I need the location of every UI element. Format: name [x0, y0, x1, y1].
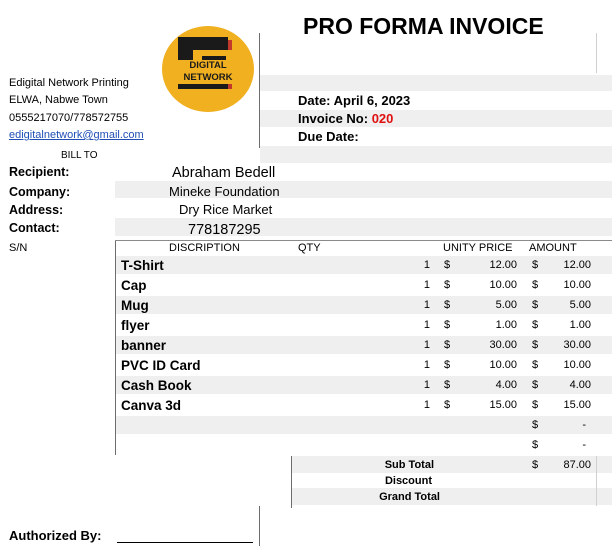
company-value: Mineke Foundation: [169, 184, 280, 199]
item-price-currency: $: [444, 259, 451, 271]
empty-amount-currency: $: [532, 419, 539, 431]
item-amount-currency: $: [532, 319, 539, 331]
item-amount: 10.00: [563, 359, 591, 371]
date-label: Date:: [298, 93, 331, 108]
item-description: Canva 3d: [121, 398, 182, 413]
item-qty: 1: [423, 319, 430, 331]
company-logo: [162, 26, 254, 112]
item-amount-currency: $: [532, 399, 539, 411]
item-amount: 12.00: [563, 259, 591, 271]
item-description: T-Shirt: [121, 258, 164, 273]
contact-value: 778187295: [188, 222, 261, 238]
item-price-currency: $: [444, 379, 451, 391]
empty-amount: -: [582, 439, 586, 451]
due-date-label: Due Date:: [298, 129, 359, 144]
bill-to-heading: BILL TO: [61, 150, 98, 161]
item-description: Cap: [121, 278, 147, 293]
item-price: 15.00: [489, 399, 517, 411]
item-price: 30.00: [489, 339, 517, 351]
item-qty: 1: [423, 339, 430, 351]
item-price-currency: $: [444, 299, 451, 311]
item-qty: 1: [423, 359, 430, 371]
invoice-number-label: Invoice No:: [298, 111, 369, 126]
subtotal-label: Sub Total: [384, 459, 434, 471]
discount-label: Discount: [384, 475, 432, 487]
company-address: ELWA, Nabwe Town: [9, 94, 108, 106]
invoice-title: PRO FORMA INVOICE: [303, 13, 544, 39]
item-amount-currency: $: [532, 359, 539, 371]
item-description: Mug: [121, 298, 149, 313]
recipient-label: Recipient:: [9, 165, 70, 179]
date-value: April 6, 2023: [333, 93, 411, 108]
item-amount: 1.00: [569, 319, 591, 331]
recipient-value: Abraham Bedell: [172, 165, 276, 181]
grand-total-label: Grand Total: [379, 491, 440, 503]
item-price: 1.00: [495, 319, 517, 331]
item-amount: 15.00: [563, 399, 591, 411]
item-description: Cash Book: [121, 378, 192, 393]
item-qty: 1: [423, 299, 430, 311]
item-qty: 1: [423, 379, 430, 391]
invoice-number-value: 020: [371, 111, 394, 126]
item-price: 5.00: [495, 299, 517, 311]
address-value: Dry Rice Market: [179, 202, 273, 217]
company-phone: 0555217070/778572755: [9, 112, 129, 124]
item-qty: 1: [423, 279, 430, 291]
empty-amount: -: [582, 419, 586, 431]
item-amount: 10.00: [563, 279, 591, 291]
qty-header: QTY: [298, 242, 321, 254]
item-description: flyer: [121, 318, 150, 333]
item-amount: 4.00: [569, 379, 591, 391]
item-price-currency: $: [444, 279, 451, 291]
invoice-number-field: [298, 111, 393, 126]
item-qty: 1: [423, 399, 430, 411]
subtotal-value: 87.00: [563, 459, 591, 471]
item-amount-currency: $: [532, 279, 539, 291]
subtotal-currency: $: [532, 459, 539, 471]
item-price-currency: $: [444, 399, 451, 411]
item-amount-currency: $: [532, 379, 539, 391]
contact-label: Contact:: [9, 221, 60, 235]
description-header: DISCRIPTION: [169, 242, 240, 254]
item-price: 12.00: [489, 259, 517, 271]
item-price-currency: $: [444, 359, 451, 371]
item-description: banner: [121, 338, 167, 353]
company-name: Edigital Network Printing: [9, 77, 129, 89]
item-price: 10.00: [489, 359, 517, 371]
item-price: 10.00: [489, 279, 517, 291]
sn-header: S/N: [9, 242, 28, 254]
date-field: [298, 93, 410, 108]
company-label: Company:: [9, 185, 71, 199]
logo-text: DIGITAL NETWORK: [165, 60, 251, 84]
authorized-by-label: Authorized By:: [9, 528, 102, 543]
item-price-currency: $: [444, 339, 451, 351]
item-price: 4.00: [495, 379, 517, 391]
item-amount-currency: $: [532, 259, 539, 271]
item-description: PVC ID Card: [121, 358, 201, 373]
amount-header: AMOUNT: [529, 242, 577, 254]
unit-price-header: UNITY PRICE: [443, 242, 513, 254]
item-amount: 5.00: [569, 299, 591, 311]
signature-line[interactable]: [117, 542, 253, 543]
item-amount-currency: $: [532, 299, 539, 311]
company-email-link[interactable]: edigitalnetwork@gmail.com: [9, 129, 144, 141]
item-amount: 30.00: [563, 339, 591, 351]
item-qty: 1: [423, 259, 430, 271]
item-price-currency: $: [444, 319, 451, 331]
item-amount-currency: $: [532, 339, 539, 351]
empty-amount-currency: $: [532, 439, 539, 451]
address-label: Address:: [9, 203, 64, 217]
